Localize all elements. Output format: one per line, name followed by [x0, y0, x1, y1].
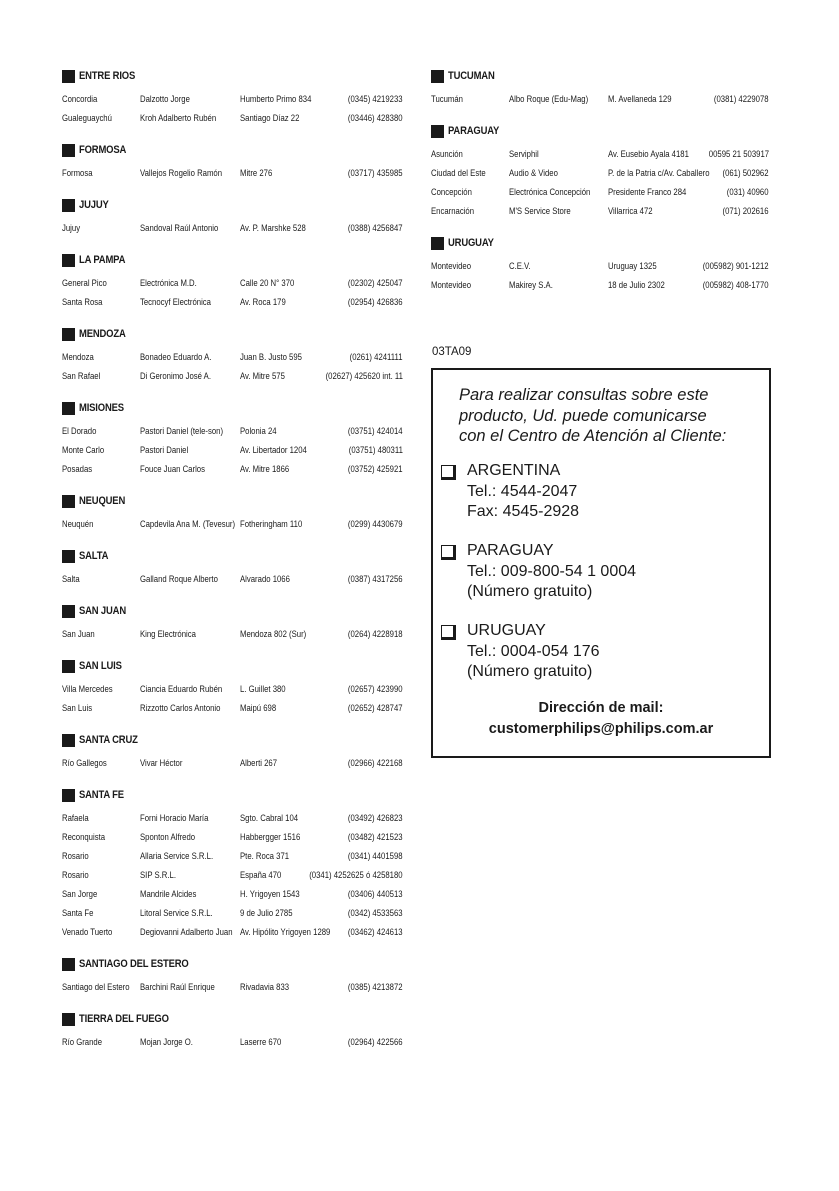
section-title: LA PAMPA: [79, 254, 126, 266]
service-row: [62, 219, 406, 238]
city: Encarnación: [431, 206, 475, 216]
service-name: Albo Roque (Edu-Mag): [509, 94, 589, 104]
service-name: King Electrónica: [140, 629, 196, 639]
address: Juan B. Justo 595: [240, 352, 302, 362]
country-phone: Tel.: 0004-054 176: [467, 642, 600, 660]
service-name: Allaria Service S.R.L.: [140, 851, 214, 861]
city: San Luis: [62, 703, 93, 713]
country-note: (Número gratuito): [467, 583, 593, 600]
square-bullet-icon: [62, 495, 75, 508]
address: M. Avellaneda 129: [608, 94, 672, 104]
service-row: [62, 866, 406, 885]
service-name: Capdevila Ana M. (Tevesur): [140, 519, 236, 529]
service-row: [62, 348, 406, 367]
address: Av. Eusebio Ayala 4181: [608, 149, 689, 159]
phone: (02302) 425047: [348, 278, 403, 288]
address: Maipú 698: [240, 703, 277, 713]
section-formosa: [62, 142, 406, 183]
section-tucuman: [431, 68, 773, 109]
city: Río Gallegos: [62, 758, 107, 768]
service-row: [431, 276, 773, 295]
service-name: Sandoval Raúl Antonio: [140, 223, 219, 233]
address: Av. Libertador 1204: [240, 445, 307, 455]
phone: (03462) 424613: [348, 927, 403, 937]
city: Reconquista: [62, 832, 106, 842]
address: Av. Mitre 575: [240, 371, 285, 381]
service-row: [62, 904, 406, 923]
address: Sgto. Cabral 104: [240, 813, 299, 823]
service-row: [431, 90, 773, 109]
service-name: Electrónica M.D.: [140, 278, 197, 288]
phone: (02954) 426836: [348, 297, 403, 307]
service-name: Ciancia Eduardo Rubén: [140, 684, 223, 694]
phone: (02657) 423990: [348, 684, 403, 694]
city: Rosario: [62, 870, 89, 880]
country-fax: Fax: 4545-2928: [467, 503, 580, 520]
service-name: Rizzotto Carlos Antonio: [140, 703, 221, 713]
city: Gualeguaychú: [62, 113, 112, 123]
service-row: [62, 754, 406, 773]
city: Santa Fe: [62, 908, 94, 918]
city: Rafaela: [62, 813, 89, 823]
city: Santiago del Estero: [62, 982, 130, 992]
service-row: [62, 885, 406, 904]
address: Alvarado 1066: [240, 574, 290, 584]
country-argentina: [441, 461, 579, 523]
service-name: Pastori Daniel: [140, 445, 189, 455]
section-salta: [62, 548, 406, 589]
section-title: NEUQUEN: [79, 495, 126, 507]
city: Mendoza: [62, 352, 94, 362]
section-title: MISIONES: [79, 402, 124, 414]
section-entre-rios: [62, 68, 406, 128]
square-bullet-icon: [62, 1013, 75, 1026]
city: Neuquén: [62, 519, 94, 529]
section-header: [62, 252, 406, 268]
service-row: [431, 164, 773, 183]
city: Monte Carlo: [62, 445, 105, 455]
square-bullet-icon: [62, 328, 75, 341]
section-santa-fe: [62, 787, 406, 942]
city: San Rafael: [62, 371, 101, 381]
address: Calle 20 N° 370: [240, 278, 295, 288]
service-row: [431, 202, 773, 221]
section-header: [62, 603, 406, 619]
phone: (03406) 440513: [348, 889, 403, 899]
city: General Pico: [62, 278, 107, 288]
phone: (03446) 428380: [348, 113, 403, 123]
phone: (0387) 4317256: [348, 574, 403, 584]
address: Av. P. Marshke 528: [240, 223, 306, 233]
service-name: Pastori Daniel (tele-son): [140, 426, 224, 436]
phone: (0299) 4430679: [348, 519, 403, 529]
address: Villarrica 472: [608, 206, 653, 216]
phone: (0388) 4256847: [348, 223, 403, 233]
service-row: [62, 625, 406, 644]
square-bullet-icon: [431, 70, 444, 83]
service-name: Mojan Jorge O.: [140, 1037, 193, 1047]
address: Mendoza 802 (Sur): [240, 629, 307, 639]
city: Río Grande: [62, 1037, 103, 1047]
checkbox-icon: [441, 545, 456, 560]
section-san-luis: [62, 658, 406, 718]
section-santa-cruz: [62, 732, 406, 773]
service-name: Barchini Raúl Enrique: [140, 982, 215, 992]
city: Venado Tuerto: [62, 927, 113, 937]
city: Concepción: [431, 187, 472, 197]
service-name: Litoral Service S.R.L.: [140, 908, 213, 918]
section-san-juan: [62, 603, 406, 644]
city: Rosario: [62, 851, 89, 861]
section-header: [62, 493, 406, 509]
square-bullet-icon: [62, 605, 75, 618]
square-bullet-icon: [62, 144, 75, 157]
phone: (0381) 4229078: [714, 94, 769, 104]
section-header: [62, 142, 406, 158]
service-name: Forni Horacio María: [140, 813, 209, 823]
service-name: Tecnocyf Electrónica: [140, 297, 211, 307]
section-uruguay: [431, 235, 773, 295]
mail-address: customerphilips@philips.com.ar: [488, 721, 714, 737]
address: Humberto Primo 834: [240, 94, 312, 104]
section-paraguay: [431, 123, 773, 221]
city: El Dorado: [62, 426, 97, 436]
phone: 00595 21 503917: [708, 149, 769, 159]
city: Montevideo: [431, 261, 472, 271]
address: 18 de Julio 2302: [608, 280, 665, 290]
city: Salta: [62, 574, 80, 584]
service-row: [62, 699, 406, 718]
phone: (0345) 4219233: [348, 94, 403, 104]
country-name: PARAGUAY: [467, 542, 554, 559]
section-la-pampa: [62, 252, 406, 312]
section-header: [62, 326, 406, 342]
address: Pte. Roca 371: [240, 851, 290, 861]
country-name: ARGENTINA: [467, 462, 561, 479]
address: Habbergger 1516: [240, 832, 301, 842]
service-name: Audio & Video: [509, 168, 558, 178]
square-bullet-icon: [62, 199, 75, 212]
address: Av. Mitre 1866: [240, 464, 290, 474]
intro-line: Para realizar consultas sobre este: [459, 386, 709, 404]
section-title: SAN LUIS: [79, 660, 122, 672]
phone: (02966) 422168: [348, 758, 403, 768]
section-title: SANTA FE: [79, 789, 124, 801]
phone: (03751) 480311: [348, 445, 403, 455]
phone: (03717) 435985: [348, 168, 403, 178]
address: L. Guillet 380: [240, 684, 286, 694]
intro-text: [459, 385, 726, 447]
service-name: Bonadeo Eduardo A.: [140, 352, 212, 362]
address: H. Yrigoyen 1543: [240, 889, 300, 899]
section-header: [62, 658, 406, 674]
square-bullet-icon: [431, 237, 444, 250]
service-row: [62, 109, 406, 128]
address: P. de la Patria c/Av. Caballero: [608, 168, 710, 178]
service-row: [62, 515, 406, 534]
service-name: SIP S.R.L.: [140, 870, 176, 880]
section-neuquen: [62, 493, 406, 534]
service-row: [62, 847, 406, 866]
section-header: [431, 123, 773, 139]
address: Av. Roca 179: [240, 297, 286, 307]
service-name: Kroh Adalberto Rubén: [140, 113, 217, 123]
service-name: Makirey S.A.: [509, 280, 553, 290]
address: Rivadavia 833: [240, 982, 290, 992]
square-bullet-icon: [62, 734, 75, 747]
country-phone: Tel.: 009-800-54 1 0004: [467, 562, 637, 580]
square-bullet-icon: [62, 958, 75, 971]
customer-service-box: [431, 368, 771, 758]
square-bullet-icon: [62, 660, 75, 673]
service-name: Vallejos Rogelio Ramón: [140, 168, 223, 178]
square-bullet-icon: [62, 550, 75, 563]
section-header: [62, 197, 406, 213]
section-title: TIERRA DEL FUEGO: [79, 1013, 169, 1025]
city: Concordia: [62, 94, 98, 104]
city: Tucumán: [431, 94, 463, 104]
city: Posadas: [62, 464, 93, 474]
phone: (0385) 4213872: [348, 982, 403, 992]
phone: (0341) 4252625 ó 4258180: [309, 870, 403, 880]
phone: (0341) 4401598: [348, 851, 403, 861]
document-code: 03TA09: [432, 346, 472, 358]
phone: (02627) 425620 int. 11: [325, 371, 403, 381]
city: Montevideo: [431, 280, 472, 290]
square-bullet-icon: [62, 70, 75, 83]
section-header: [431, 68, 773, 84]
city: Santa Rosa: [62, 297, 103, 307]
address: Presidente Franco 284: [608, 187, 687, 197]
mail-label: Dirección de mail:: [538, 700, 664, 716]
service-row: [431, 183, 773, 202]
country-uruguay: [441, 621, 600, 683]
service-name: Vivar Héctor: [140, 758, 183, 768]
section-title: PARAGUAY: [448, 125, 500, 137]
phone: (03492) 426823: [348, 813, 403, 823]
address: Laserre 670: [240, 1037, 282, 1047]
city: San Juan: [62, 629, 95, 639]
city: Formosa: [62, 168, 93, 178]
phone: (03482) 421523: [348, 832, 403, 842]
section-header: [62, 1011, 406, 1027]
checkbox-icon: [441, 625, 456, 640]
service-row: [62, 293, 406, 312]
section-misiones: [62, 400, 406, 479]
phone: (005982) 408-1770: [703, 280, 769, 290]
address: España 470: [240, 870, 282, 880]
phone: (031) 40960: [727, 187, 769, 197]
phone: (03751) 424014: [348, 426, 403, 436]
section-tierra-del-fuego: [62, 1011, 406, 1052]
section-jujuy: [62, 197, 406, 238]
service-row: [62, 90, 406, 109]
address: Polonia 24: [240, 426, 277, 436]
section-header: [62, 732, 406, 748]
phone: (071) 202616: [722, 206, 769, 216]
service-name: C.E.V.: [509, 261, 531, 271]
phone: (0342) 4533563: [348, 908, 403, 918]
section-header: [62, 68, 406, 84]
service-row: [62, 570, 406, 589]
phone: (005982) 901-1212: [703, 261, 769, 271]
city: Asunción: [431, 149, 463, 159]
section-title: JUJUY: [79, 199, 109, 211]
section-header: [62, 400, 406, 416]
service-name: Mandrile Alcides: [140, 889, 197, 899]
service-row: [62, 460, 406, 479]
country-phone: Tel.: 4544-2047: [467, 482, 578, 500]
left-column: [62, 68, 406, 1066]
phone: (0264) 4228918: [348, 629, 403, 639]
service-row: [62, 828, 406, 847]
service-row: [62, 441, 406, 460]
service-row: [62, 164, 406, 183]
service-row: [62, 680, 406, 699]
service-name: M'S Service Store: [509, 206, 571, 216]
service-row: [62, 367, 406, 386]
service-row: [62, 274, 406, 293]
address: Alberti 267: [240, 758, 278, 768]
section-santiago-del-estero: [62, 956, 406, 997]
service-name: Sponton Alfredo: [140, 832, 196, 842]
section-header: [62, 956, 406, 972]
service-name: Dalzotto Jorge: [140, 94, 190, 104]
city: Villa Mercedes: [62, 684, 113, 694]
city: Ciudad del Este: [431, 168, 486, 178]
service-name: Galland Roque Alberto: [140, 574, 218, 584]
section-title: FORMOSA: [79, 144, 127, 156]
country-name: URUGUAY: [467, 622, 546, 639]
section-header: [62, 548, 406, 564]
address: Uruguay 1325: [608, 261, 657, 271]
right-column: [431, 68, 773, 309]
section-header: [62, 787, 406, 803]
phone: (0261) 4241111: [350, 352, 403, 362]
section-title: SANTA CRUZ: [79, 734, 138, 746]
intro-line: con el Centro de Atención al Cliente:: [459, 427, 727, 445]
country-paraguay: [441, 541, 636, 603]
address: 9 de Julio 2785: [240, 908, 293, 918]
checkbox-icon: [441, 465, 456, 480]
service-name: Electrónica Concepción: [509, 187, 591, 197]
service-row: [62, 422, 406, 441]
intro-line: producto, Ud. puede comunicarse: [459, 406, 707, 425]
service-row: [62, 923, 406, 942]
address: Mitre 276: [240, 168, 273, 178]
phone: (02964) 422566: [348, 1037, 403, 1047]
service-row: [62, 978, 406, 997]
service-row: [431, 257, 773, 276]
section-title: SANTIAGO DEL ESTERO: [79, 958, 189, 970]
phone: (03752) 425921: [348, 464, 403, 474]
section-title: SAN JUAN: [79, 605, 126, 617]
address: Av. Hipólito Yrigoyen 1289: [240, 927, 331, 937]
section-title: URUGUAY: [448, 237, 494, 249]
service-name: Fouce Juan Carlos: [140, 464, 205, 474]
phone: (061) 502962: [722, 168, 769, 178]
section-title: MENDOZA: [79, 328, 126, 340]
section-mendoza: [62, 326, 406, 386]
country-note: (Número gratuito): [467, 663, 593, 680]
section-title: TUCUMAN: [448, 70, 495, 82]
service-row: [62, 1033, 406, 1052]
section-header: [431, 235, 773, 251]
service-name: Degiovanni Adalberto Juan: [140, 927, 233, 937]
address: Santiago Díaz 22: [240, 113, 300, 123]
address: Fotheringham 110: [240, 519, 303, 529]
service-name: Di Geronimo José A.: [140, 371, 211, 381]
service-name: Serviphil: [509, 149, 539, 159]
square-bullet-icon: [431, 125, 444, 138]
city: Jujuy: [62, 223, 81, 233]
city: San Jorge: [62, 889, 98, 899]
service-row: [431, 145, 773, 164]
square-bullet-icon: [62, 789, 75, 802]
square-bullet-icon: [62, 254, 75, 267]
square-bullet-icon: [62, 402, 75, 415]
section-title: SALTA: [79, 550, 109, 562]
section-title: ENTRE RIOS: [79, 70, 136, 82]
phone: (02652) 428747: [348, 703, 403, 713]
service-row: [62, 809, 406, 828]
